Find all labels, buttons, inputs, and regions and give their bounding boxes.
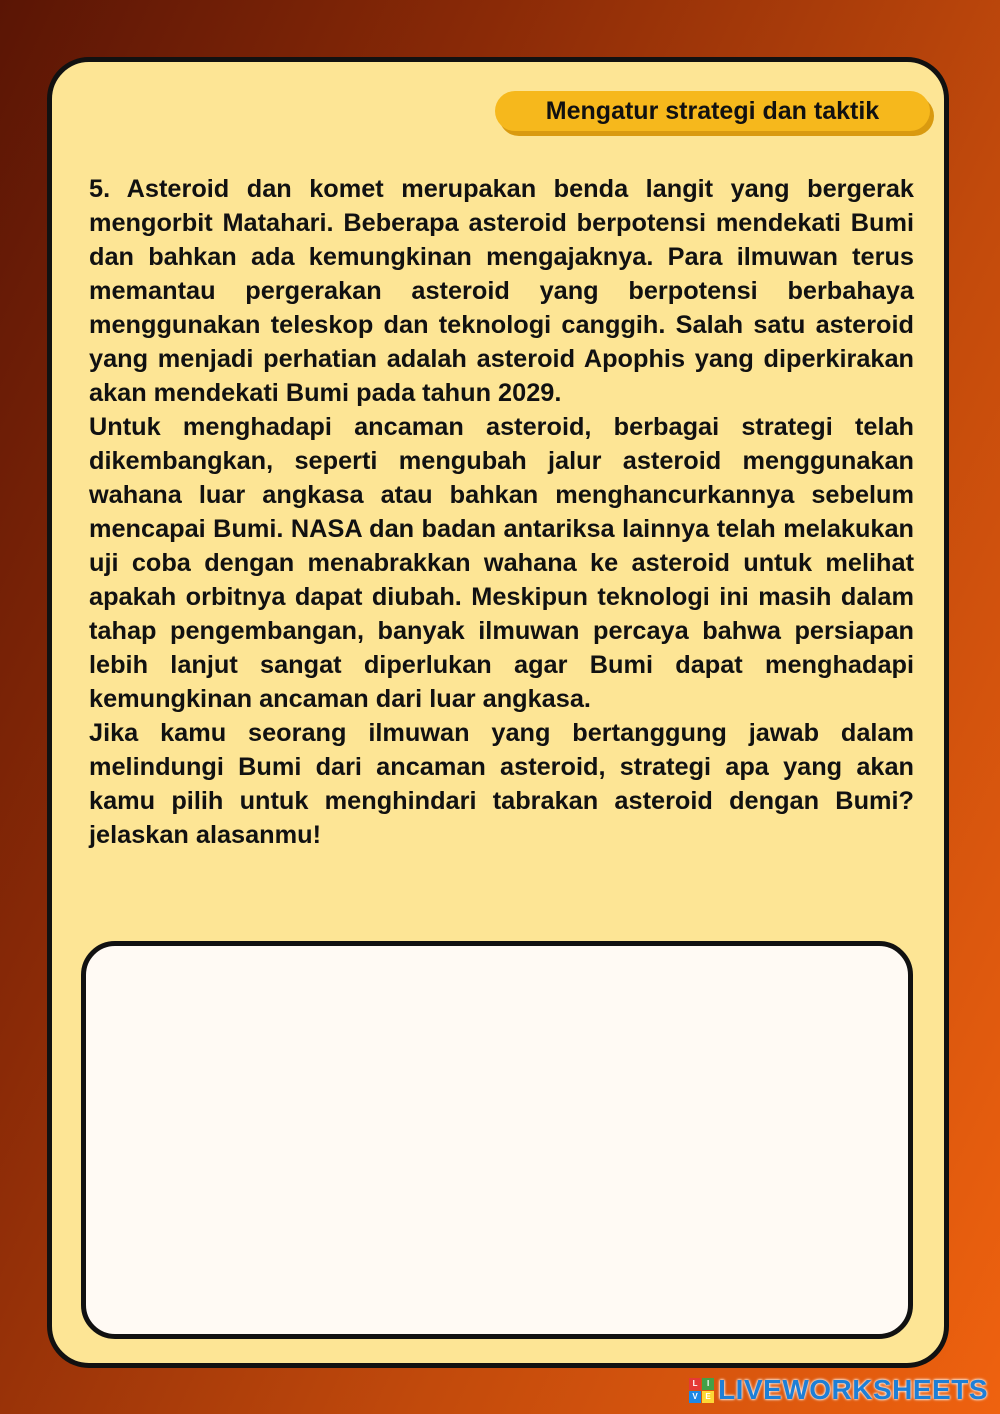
logo-letter-e: E <box>702 1391 714 1403</box>
question-paragraph-1: 5. Asteroid dan komet merupakan benda langit yang bergerak mengorbit Matahari. Beberapa asteroid berpotensi mendekati Bumi dan bahkan ada kemungkinan mengajaknya. Para ilmuwan terus memantau pergerakan asteroid yang berpotensi berbahaya menggunakan teleskop dan teknologi canggih. Salah satu asteroid yang menjadi perhatian adalah asteroid Apophis yang diperkirakan akan mendekati Bumi pada tahun 2029. <box>89 175 914 407</box>
logo-letter-l: L <box>689 1378 701 1390</box>
answer-text-box[interactable] <box>81 941 913 1339</box>
liveworksheets-brand <box>689 1374 988 1406</box>
question-paragraph-3: Jika kamu seorang ilmuwan yang bertanggung jawab dalam melindungi Bumi dari ancaman asteroid, strategi apa yang akan kamu pilih untuk menghindari tabrakan asteroid dengan Bumi? jelaskan alasanmu! <box>89 719 914 849</box>
liveworksheets-logo-icon <box>689 1378 714 1403</box>
liveworksheets-wordmark: LIVEWORKSHEETS <box>718 1374 988 1405</box>
worksheet-card <box>47 57 949 1368</box>
question-text <box>89 172 914 852</box>
logo-letter-v: V <box>689 1391 701 1403</box>
topic-tag <box>495 91 930 131</box>
topic-tag-label: Mengatur strategi dan taktik <box>545 96 880 125</box>
question-paragraph-2: Untuk menghadapi ancaman asteroid, berbagai strategi telah dikembangkan, seperti mengubah jalur asteroid menggunakan wahana luar angkasa atau bahkan menghancurkannya sebelum mencapai Bumi. NASA dan badan antariksa lainnya telah melakukan uji coba dengan menabrakkan wahana ke asteroid untuk melihat apakah orbitnya dapat diubah. Meskipun teknologi ini masih dalam tahap pengembangan, banyak ilmuwan percaya bahwa persiapan lebih lanjut sangat diperlukan agar Bumi dapat menghadapi kemungkinan ancaman dari luar angkasa. <box>89 413 914 713</box>
logo-letter-i: I <box>702 1378 714 1390</box>
